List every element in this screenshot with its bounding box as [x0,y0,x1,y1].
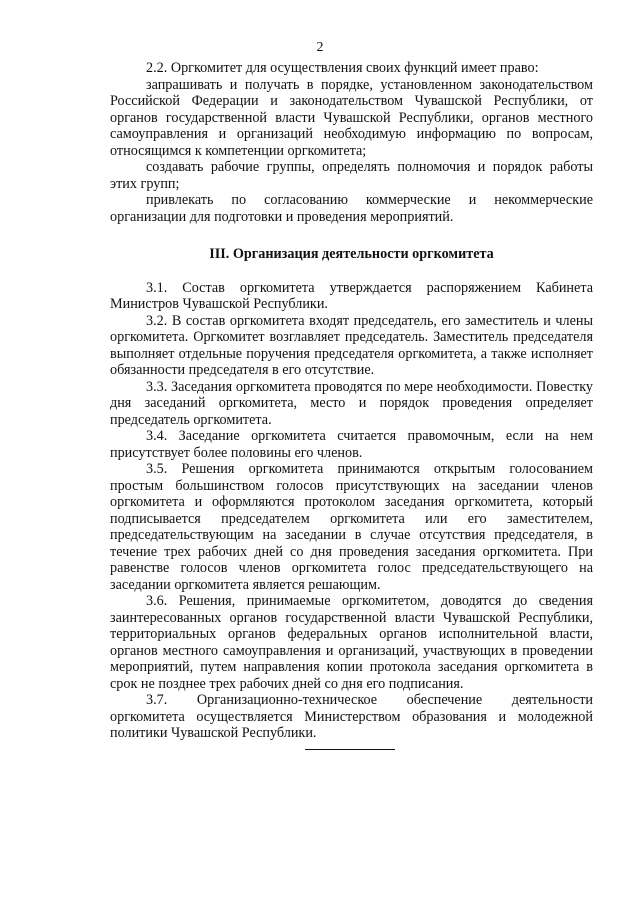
paragraph-right-involve-orgs: привлекать по согласованию коммерческие и некоммерческие организации для подготовки и проведения мероприятий. [110,192,593,225]
paragraph-2-2: 2.2. Оргкомитет для осуществления своих функций имеет право: [146,60,539,76]
section-3-heading: III. Организация деятельности оргкомитета [209,246,494,262]
paragraph-3-4: 3.4. Заседание оргкомитета считается правомочным, если на нем присутствует более половины его членов. [110,428,593,461]
paragraph-right-working-groups: создавать рабочие группы, определять полномочия и порядок работы этих групп; [110,159,593,192]
paragraph-3-1: 3.1. Состав оргкомитета утверждается распоряжением Кабинета Министров Чувашской Республики. [110,279,593,312]
paragraph-3-6: 3.6. Решения, принимаемые оргкомитетом, доводятся до сведения заинтересованных органов государственной власти Чувашской Республики, территориальных органов федеральных органов исполнительной власти, органов местного самоуправления и организаций, участвующих в проведении мероприятий, путем направления копии протокола заседания оргкомитета в срок не позднее трех рабочих дней со дня его подписания. [110,593,593,692]
paragraph-3-7: 3.7. Организационно-техническое обеспечение деятельности оргкомитета осуществляется Министерством образования и молодежной политики Чувашской Республики. [110,692,593,741]
page-number: 2 [316,40,324,55]
document-body [110,60,593,742]
paragraph-3-3: 3.3. Заседания оргкомитета проводятся по мере необходимости. Повестку дня заседаний оргкомитета, место и порядок проведения определяет председатель оргкомитета. [110,378,593,428]
block-2-rights [110,60,593,225]
paragraph-right-request-info: запрашивать и получать в порядке, установленном законодательством Российской Федерации и законодательством Чувашской Республики, от органов государственной власти Чувашской Республики, органов местного самоуправления и организаций необходимую информацию по вопросам, относящимся к компетенции оргкомитета; [110,76,593,159]
paragraph-3-2: 3.2. В состав оргкомитета входят председатель, его заместитель и члены оргкомитета. Оргкомитет возглавляет председатель. Заместитель председателя выполняет отдельные поручения председателя оргкомитета, а также исполняет обязанности председателя в его отсутствие. [110,312,593,378]
paragraph-3-5: 3.5. Решения оргкомитета принимаются открытым голосованием простым большинством голосов присутствующих на заседании членов оргкомитета и оформляются протоколом заседания оргкомитета, который подписывается председателем оргкомитета или его заместителем, председательствующим на заседании в случае отсутствия председателя, в течение трех рабочих дней со дня проведения заседания оргкомитета. При равенстве голосов членов оргкомитета голос председательствующего на заседании оргкомитета является решающим. [110,461,593,593]
end-divider-line [305,749,395,750]
section-3-body [110,280,593,742]
